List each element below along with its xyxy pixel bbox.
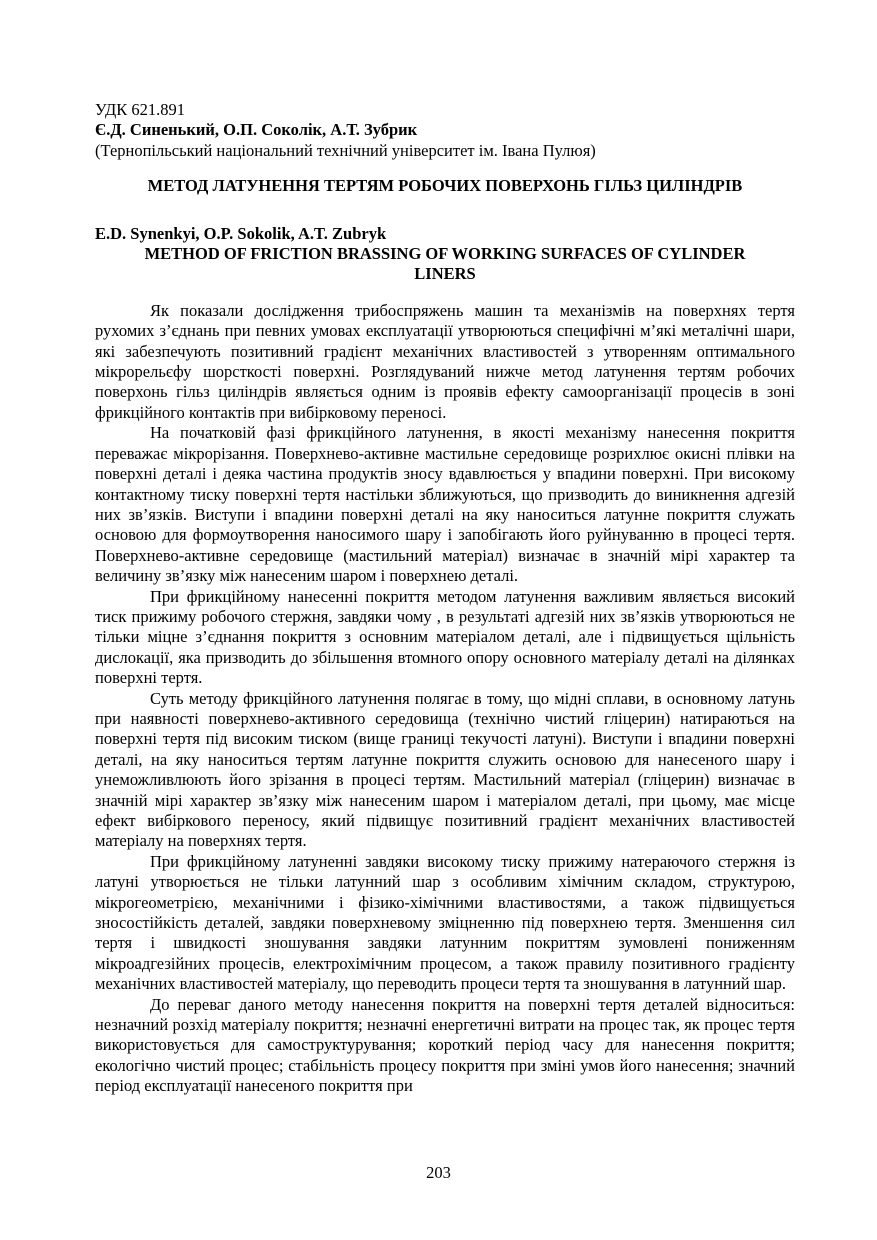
body-paragraph-1: Як показали дослідження трибоспряжень машин та механізмів на поверхнях тертя рухомих з’єднань при певних умовах експлуатації утворюються специфічні м’які металічні шари, які забезпечують позитивний градієнт механічних властивостей з утворенням оптимального мікрорельєфу шорсткості поверхні. Розглядуваний нижче метод латунення тертям робочих поверхонь гільз циліндрів являється одним із проявів ефекту самоорганізації процесів в зоні фрикційного контактів при вибірковому переносі. bbox=[95, 300, 795, 422]
udc-code: УДК 621.891 bbox=[95, 100, 186, 119]
article-content bbox=[95, 100, 795, 1097]
title-en: METHOD OF FRICTION BRASSING OF WORKING SURFACES OF CYLINDER LINERS bbox=[144, 244, 746, 284]
affiliation: (Тернопільський національний технічний університет ім. Івана Пулюя) bbox=[95, 140, 596, 160]
page-number: 203 bbox=[426, 1163, 451, 1182]
body-paragraph-6: До переваг даного методу нанесення покриття на поверхні тертя деталей відноситься: незначний розхід матеріалу покриття; незначні енергетичні витрати на процес так, як процес тертя використовується для самоструктурування; короткий період часу для нанесення покриття; екологічно чистий процес; стабільність процесу покриття при зміні умов його нанесення; значний період експлуатації нанесеного покриття при bbox=[95, 994, 795, 1096]
body-paragraph-2: На початковій фазі фрикційного латунення, в якості механізму нанесення покриття переважає мікрорізання. Поверхнево-активне мастильне середовище розрихлює окисні плівки на поверхні деталі і деяка частина продуктів зносу вдавлюється у впадини поверхні. При високому контактному тиску поверхні тертя настільки зближуються, що призводить до виникнення адгезій них зв’язків. Виступи і впадини поверхні деталі на яку наноситься латунне покриття служать основою для формоутворення наносимого шару і запобігають його руйнуванню в процесі тертя. Поверхнево-активне середовище (мастильний матеріал) визначає в значній мірі характер та величину зв’язку між нанесеним шаром і поверхнею деталі. bbox=[95, 423, 795, 586]
body-paragraph-5: При фрикційному латуненні завдяки високому тиску прижиму натераючого стержня із латуні утворюється не тільки латунний шар з особливим хімічним складом, структурою, мікрогеометрією, механічними і фізико-хімічними властивостями, а також підвищується зносостійкість деталей, завдяки поверхневому зміцненню під поверхнею тертя. Зменшення сил тертя і швидкості зношування завдяки латунним покриттям зумовлені пониженням мікроадгезійних процесів, електрохімічним процесом, а також правилу позитивного градієнту механічних властивостей матеріалу, що переводить процеси тертя та зношування в латунний шар. bbox=[95, 851, 795, 994]
article-body bbox=[95, 301, 795, 1097]
article-header bbox=[95, 100, 795, 285]
title-ua: МЕТОД ЛАТУНЕННЯ ТЕРТЯМ РОБОЧИХ ПОВЕРХОНЬ ГІЛЬЗ ЦИЛІНДРІВ bbox=[147, 176, 743, 196]
body-paragraph-3: При фрикційному нанесенні покриття методом латунення важливим являється високий тиск прижиму робочого стержня, завдяки чому , в результаті адгезій них зв’язків утворюються не тільки міцне з’єднання покриття з основним матеріалом деталі, але і підвищується щільність дислокації, яка призводить до збільшення втомного опору основного матеріалу деталі на ділянках поверхні тертя. bbox=[95, 586, 795, 688]
body-paragraph-4: Суть методу фрикційного латунення полягає в тому, що мідні сплави, в основному латунь при наявності поверхнево-активного середовища (технічно чистий гліцерин) натираються на поверхні тертя під високим тиском (вище границі текучості латуні). Виступи і впадини поверхні деталі, на яку наноситься тертям латунне покриття служить основою для нанесеного шару і унеможливлюють його зрізання в процесі тертям. Мастильний матеріал (гліцерин) визначає в значній мірі характер зв’язку між нанесеним шаром і матеріалом деталі, при цьому, має місце ефект вибіркового переносу, який підвищує позитивний градієнт механічних властивостей матеріалу на поверхнях тертя. bbox=[95, 688, 795, 851]
authors-en: E.D. Synenkyi, O.P. Sokolik, A.T. Zubryk bbox=[95, 223, 387, 243]
authors-ua: Є.Д. Синенький, О.П. Соколік, А.Т. Зубрик bbox=[95, 120, 418, 140]
